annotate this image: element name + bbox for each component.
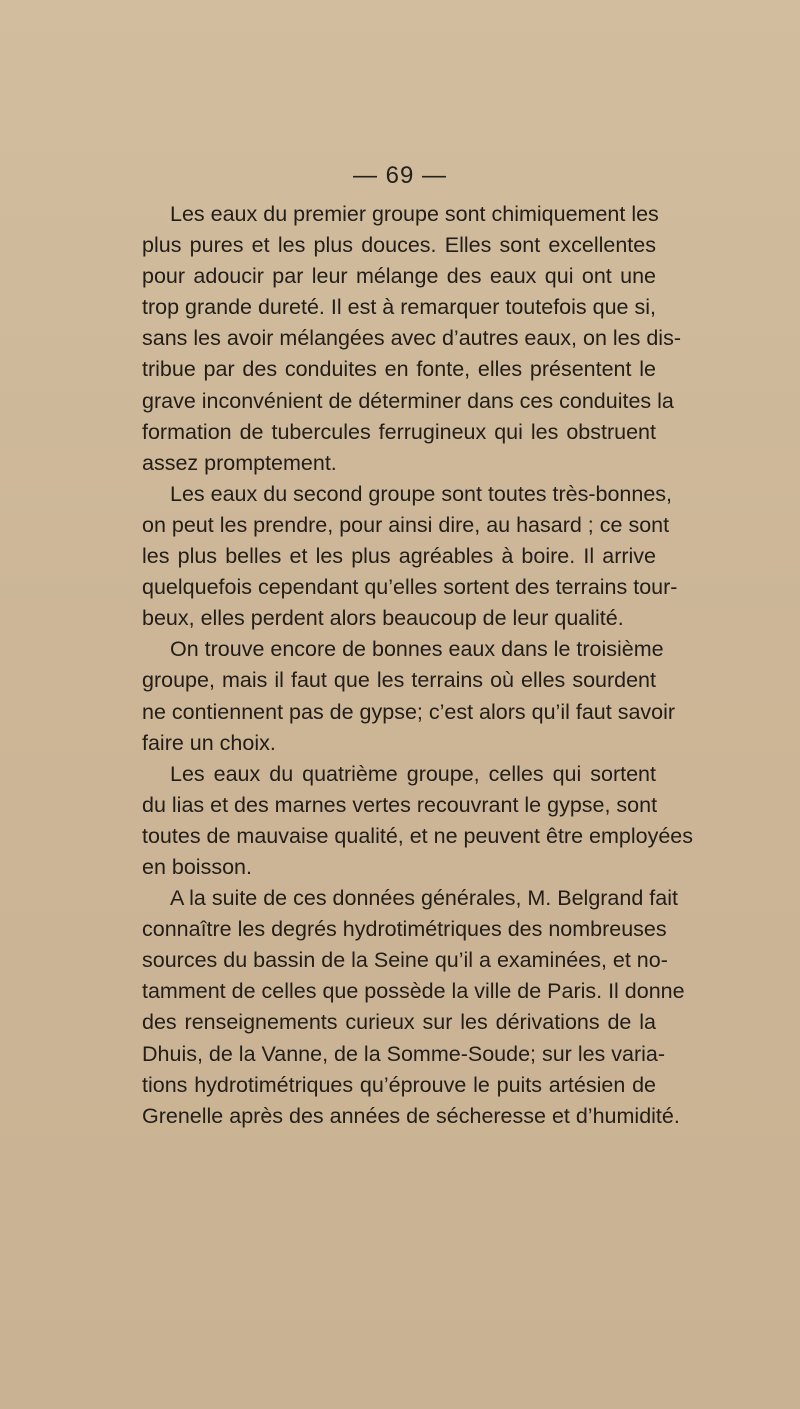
text-line: Les eaux du premier groupe sont chimiquement les [170, 202, 659, 226]
text-line: on peut les prendre, pour ainsi dire, au hasard ; ce sont [142, 512, 670, 537]
body-text [142, 199, 693, 1132]
text-line: formation de tubercules ferrugineux qui les obstruent [142, 419, 656, 444]
text-line: A la suite de ces données générales, M. Belgrand fait [170, 886, 678, 911]
text-line: assez promptement. [142, 450, 337, 475]
text-line: sources du bassin de la Seine qu’il a examinées, et no- [142, 948, 668, 973]
text-line: Dhuis, de la Vanne, de la Somme-Soude; sur les varia- [142, 1041, 666, 1066]
text-line: ne contiennent pas de gypse; c’est alors qu’il faut savoir [142, 699, 676, 724]
text-line: faire un choix. [142, 730, 276, 755]
text-line: connaître les degrés hydrotimétriques des nombreuses [142, 917, 667, 942]
text-line: tribue par des conduites en fonte, elles présentent le [142, 357, 656, 382]
text-line: trop grande dureté. Il est à remarquer toutefois que si, [142, 295, 656, 320]
text-line: tions hydrotimétriques qu’éprouve le puits artésien de [142, 1072, 656, 1097]
text-line: des renseignements curieux sur les dérivations de la [142, 1010, 656, 1035]
page-number: — 69 — [352, 162, 448, 189]
text-line: tamment de celles que possède la ville de Paris. Il donne [142, 979, 685, 1004]
text-line: pour adoucir par leur mélange des eaux qui ont une [142, 264, 656, 289]
text-line: toutes de mauvaise qualité, et ne peuvent être employées [142, 823, 693, 848]
text-line: en boisson. [142, 854, 252, 879]
text-line: plus pures et les plus douces. Elles sont excellentes [142, 233, 656, 258]
text-line: quelquefois cependant qu’elles sortent des terrains tour- [142, 575, 678, 600]
text-line: sans les avoir mélangées avec d’autres eaux, on les dis- [142, 326, 681, 351]
text-line: les plus belles et les plus agréables à boire. Il arrive [142, 544, 656, 569]
text-line: Grenelle après des années de sécheresse et d’humidité. [142, 1103, 680, 1128]
text-line: On trouve encore de bonnes eaux dans le troisième [170, 637, 664, 662]
text-line: Les eaux du quatrième groupe, celles qui sortent [170, 761, 656, 786]
text-line: grave inconvénient de déterminer dans ces conduites la [142, 388, 674, 413]
text-line: beux, elles perdent alors beaucoup de leur qualité. [142, 606, 624, 631]
text-line: du lias et des marnes vertes recouvrant le gypse, sont [142, 792, 658, 817]
text-line: Les eaux du second groupe sont toutes très-bonnes, [170, 481, 673, 506]
text-line: groupe, mais il faut que les terrains où elles sourdent [142, 668, 656, 693]
